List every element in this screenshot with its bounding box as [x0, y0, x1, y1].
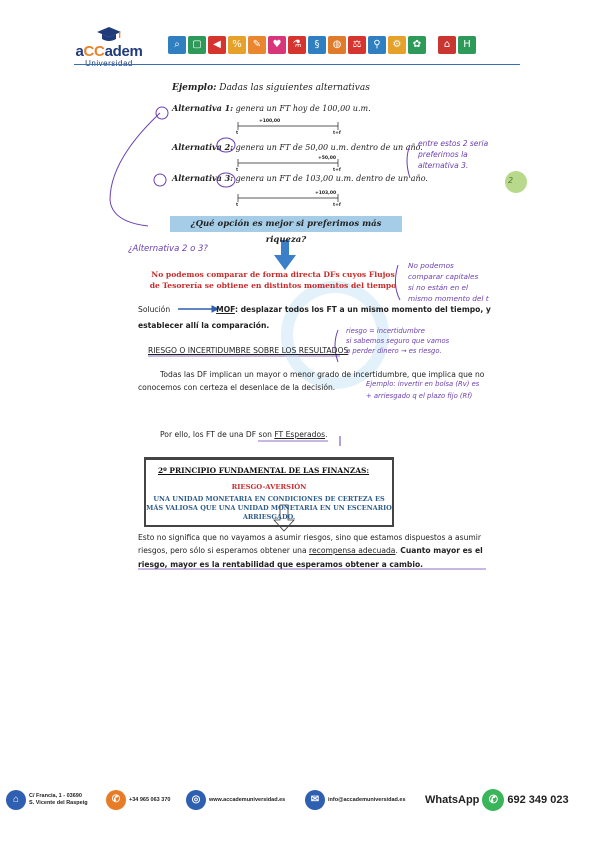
- bank-icon[interactable]: ⌂: [438, 36, 456, 54]
- principle-box: [144, 457, 394, 527]
- chart-icon[interactable]: ⌕: [168, 36, 186, 54]
- risk-heading: RIESGO O INCERTIDUMBRE SOBRE LOS RESULTADOS: [148, 346, 349, 355]
- timeline-3-end: t+f: [333, 203, 341, 208]
- handwritten-note-3: No podemos comparar capitales si no están en el mismo momento del t: [408, 261, 489, 303]
- alternative-2: Alternativa 2: genera un FT de 50,00 u.m. dentro de un año.: [172, 142, 423, 152]
- timeline-2-amount: +50,00: [318, 156, 337, 161]
- phone-icon: ✆: [106, 790, 126, 810]
- scales-icon[interactable]: ⚖: [348, 36, 366, 54]
- dna-icon[interactable]: §: [308, 36, 326, 54]
- book-icon[interactable]: ✎: [248, 36, 266, 54]
- footer-website[interactable]: ◎ www.accademuniversidad.es: [186, 788, 285, 812]
- globe-icon: ◎: [186, 790, 206, 810]
- conclusion-line-3: riesgo, mayor es la rentabilidad que esperamos obtener a cambio.: [138, 560, 424, 569]
- footer: [0, 788, 599, 816]
- principle-title: 2º PRINCIPIO FUNDAMENTAL DE LAS FINANZAS:: [158, 466, 370, 475]
- magnifier-icon[interactable]: ⚲: [368, 36, 386, 54]
- principle-body: UNA UNIDAD MONETARIA EN CONDICIONES DE CERTEZA ES MÁS VALIOSA QUE UNA UNIDAD MONETARIA EN UN ESCENARIO ARRIESGADO.: [146, 495, 392, 521]
- risk-line-2: conocemos con certeza el desenlace de la decisión.: [138, 383, 336, 392]
- heart-icon[interactable]: ♥: [268, 36, 286, 54]
- timeline-3-amount: +103,00: [315, 191, 337, 196]
- gear-icon[interactable]: ⚙: [388, 36, 406, 54]
- ball-icon[interactable]: ◍: [328, 36, 346, 54]
- timeline-1-amount: +100,00: [259, 119, 281, 124]
- page-mark: 2: [508, 176, 514, 185]
- footer-phone[interactable]: ✆ +34 965 063 370: [106, 788, 170, 812]
- timeline-1-end: t+f: [333, 131, 341, 136]
- brain-icon[interactable]: ✿: [408, 36, 426, 54]
- solution-line-2: establecer allí la comparación.: [138, 321, 270, 330]
- footer-email[interactable]: ✉ info@accademuniversidad.es: [305, 788, 406, 812]
- warning-text: No podemos comparar de forma directa DFs cuyos Flujos de Tesorería se obtiene en distintos momentos del tiempo: [149, 270, 397, 290]
- timeline-2-end: t+f: [333, 168, 341, 173]
- handwritten-note-4: riesgo = incertidumbre si sabemos seguro que vamos a perder dinero → es riesgo.: [346, 327, 450, 355]
- mail-icon: ✉: [305, 790, 325, 810]
- handwritten-note-5: Ejemplo: invertir en bolsa (Rv) es + arriesgado q el plazo fijo (Rf): [366, 380, 480, 400]
- footer-address: ⌂ C/ Francia, 1 - 03690 S. Vicente del Raspeig: [6, 788, 88, 812]
- handwritten-note-2: ¿Alternativa 2 o 3?: [128, 244, 208, 254]
- monitor-icon[interactable]: ▢: [188, 36, 206, 54]
- risk-line-3: Por ello, los FT de una DF son FT Esperados.: [160, 430, 328, 439]
- conclusion-line-2: riesgos, pero sólo si esperamos obtener una recompensa adecuada. Cuanto mayor es el: [138, 546, 483, 555]
- home-icon: ⌂: [6, 790, 26, 810]
- timeline-1-start: t: [236, 131, 239, 136]
- footer-whatsapp[interactable]: WhatsApp ✆ 692 349 023: [425, 788, 569, 812]
- hospital-icon[interactable]: H: [458, 36, 476, 54]
- accadem-logo: aCCadem: [74, 26, 144, 68]
- alternative-1: Alternativa 1: genera un FT hoy de 100,00 u.m.: [172, 103, 371, 113]
- megaphone-icon[interactable]: ◀: [208, 36, 226, 54]
- conclusion-line-1: Esto no significa que no vayamos a asumir riesgos, sino que estamos dispuestos a asumir: [138, 533, 482, 542]
- handwritten-note-1: entre estos 2 seria preferimos la alternativa 3.: [418, 139, 489, 170]
- question-banner: ¿Qué opción es mejor si preferimos más riqueza?: [170, 216, 402, 232]
- percent-icon[interactable]: %: [228, 36, 246, 54]
- risk-line-1: Todas las DF implican un mayor o menor grado de incertidumbre, que implica que no: [160, 370, 485, 379]
- example-title: Ejemplo: Dadas las siguientes alternativas: [172, 83, 370, 93]
- whatsapp-icon: ✆: [482, 789, 504, 811]
- solution-line-1: Solución MOF: desplazar todos los FT a un mismo momento del tiempo, y: [138, 305, 491, 314]
- principle-subtitle: RIESGO-AVERSIÓN: [231, 483, 307, 491]
- timeline-2-start: t: [236, 168, 239, 173]
- timeline-3-start: t: [236, 203, 239, 208]
- alternative-3: Alternativa 3: genera un FT de 103,00 u.m. dentro de un año.: [172, 173, 428, 183]
- flask-icon[interactable]: ⚗: [288, 36, 306, 54]
